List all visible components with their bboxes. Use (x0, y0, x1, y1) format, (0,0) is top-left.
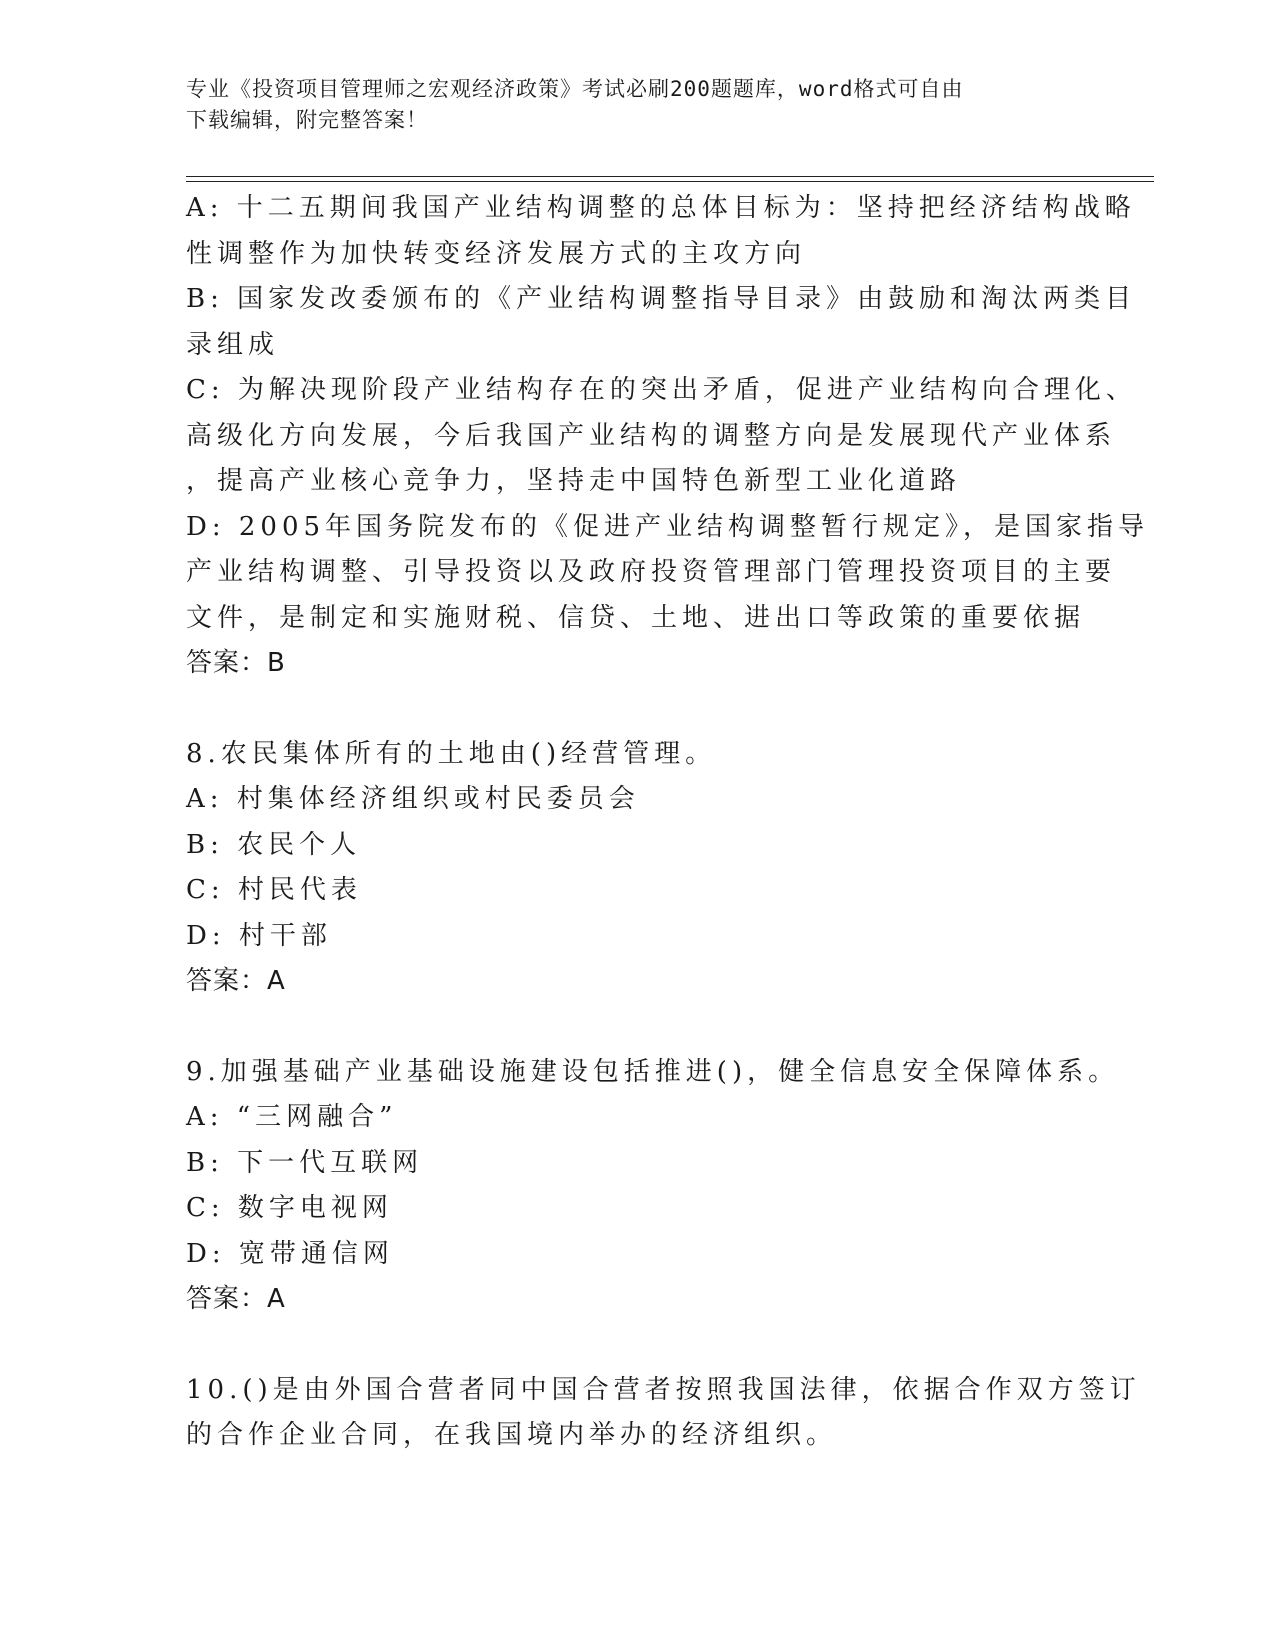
option-d-line: 文件，是制定和实施财税、信贷、土地、进出口等政策的重要依据 (186, 602, 1086, 633)
option-d: D: 宽带通信网 (186, 1238, 394, 1269)
option-a: A: “三网融合” (186, 1102, 398, 1132)
header-line-2: 下载编辑，附完整答案！ (186, 108, 428, 132)
answer-label: 答案：B (186, 648, 286, 678)
header-line-1: 专业《投资项目管理师之宏观经济政策》考试必刷200题题库，word格式可自由 (186, 77, 964, 101)
question-spacer (186, 1323, 1116, 1368)
option-c: C: 村民代表 (186, 875, 362, 905)
header-divider-bottom (186, 181, 1154, 182)
option-d: D: 村干部 (186, 920, 332, 951)
question-8 (186, 732, 1116, 1005)
question-stem: 8.农民集体所有的土地由()经营管理。 (186, 738, 717, 769)
option-b: B: 下一代互联网 (186, 1147, 424, 1178)
option-c-line: 高级化方向发展，今后我国产业结构的调整方向是发展现代产业体系 (186, 420, 1117, 451)
document-body (186, 186, 1150, 1459)
option-c: C: 数字电视网 (186, 1193, 393, 1223)
question-7 (186, 186, 1150, 687)
answer-label: 答案：A (186, 1284, 286, 1314)
option-c-line: ，提高产业核心竞争力，坚持走中国特色新型工业化道路 (186, 466, 962, 496)
option-b-line: B: 国家发改委颁布的《产业结构调整指导目录》由鼓励和淘汰两类目 (186, 284, 1137, 314)
question-spacer (186, 1005, 1116, 1050)
question-9 (186, 1050, 1120, 1323)
option-a-line: 性调整作为加快转变经济发展方式的主攻方向 (186, 238, 807, 269)
option-b: B: 农民个人 (186, 829, 362, 860)
option-d-line: 产业结构调整、引导投资以及政府投资管理部门管理投资项目的主要 (186, 557, 1117, 587)
question-stem: 10.()是由外国合营者同中国合营者按照我国法律，依据合作双方签订 (186, 1374, 1141, 1405)
option-a: A: 村集体经济组织或村民委员会 (186, 784, 640, 814)
option-b-line: 录组成 (186, 329, 280, 360)
header-divider-top (186, 176, 1154, 177)
question-spacer (186, 687, 1116, 732)
document-header (186, 74, 1086, 136)
question-stem: 的合作企业合同，在我国境内举办的经济组织。 (186, 1420, 838, 1450)
option-d-line: D: 2005年国务院发布的《促进产业结构调整暂行规定》，是国家指导 (186, 511, 1150, 542)
option-c-line: C: 为解决现阶段产业结构存在的突出矛盾，促进产业结构向合理化、 (186, 375, 1137, 405)
question-stem: 9.加强基础产业基础设施建设包括推进()，健全信息安全保障体系。 (186, 1056, 1120, 1087)
question-10 (186, 1368, 1141, 1459)
answer-label: 答案：A (186, 966, 286, 996)
option-a-line: A: 十二五期间我国产业结构调整的总体目标为：坚持把经济结构战略 (186, 193, 1136, 223)
